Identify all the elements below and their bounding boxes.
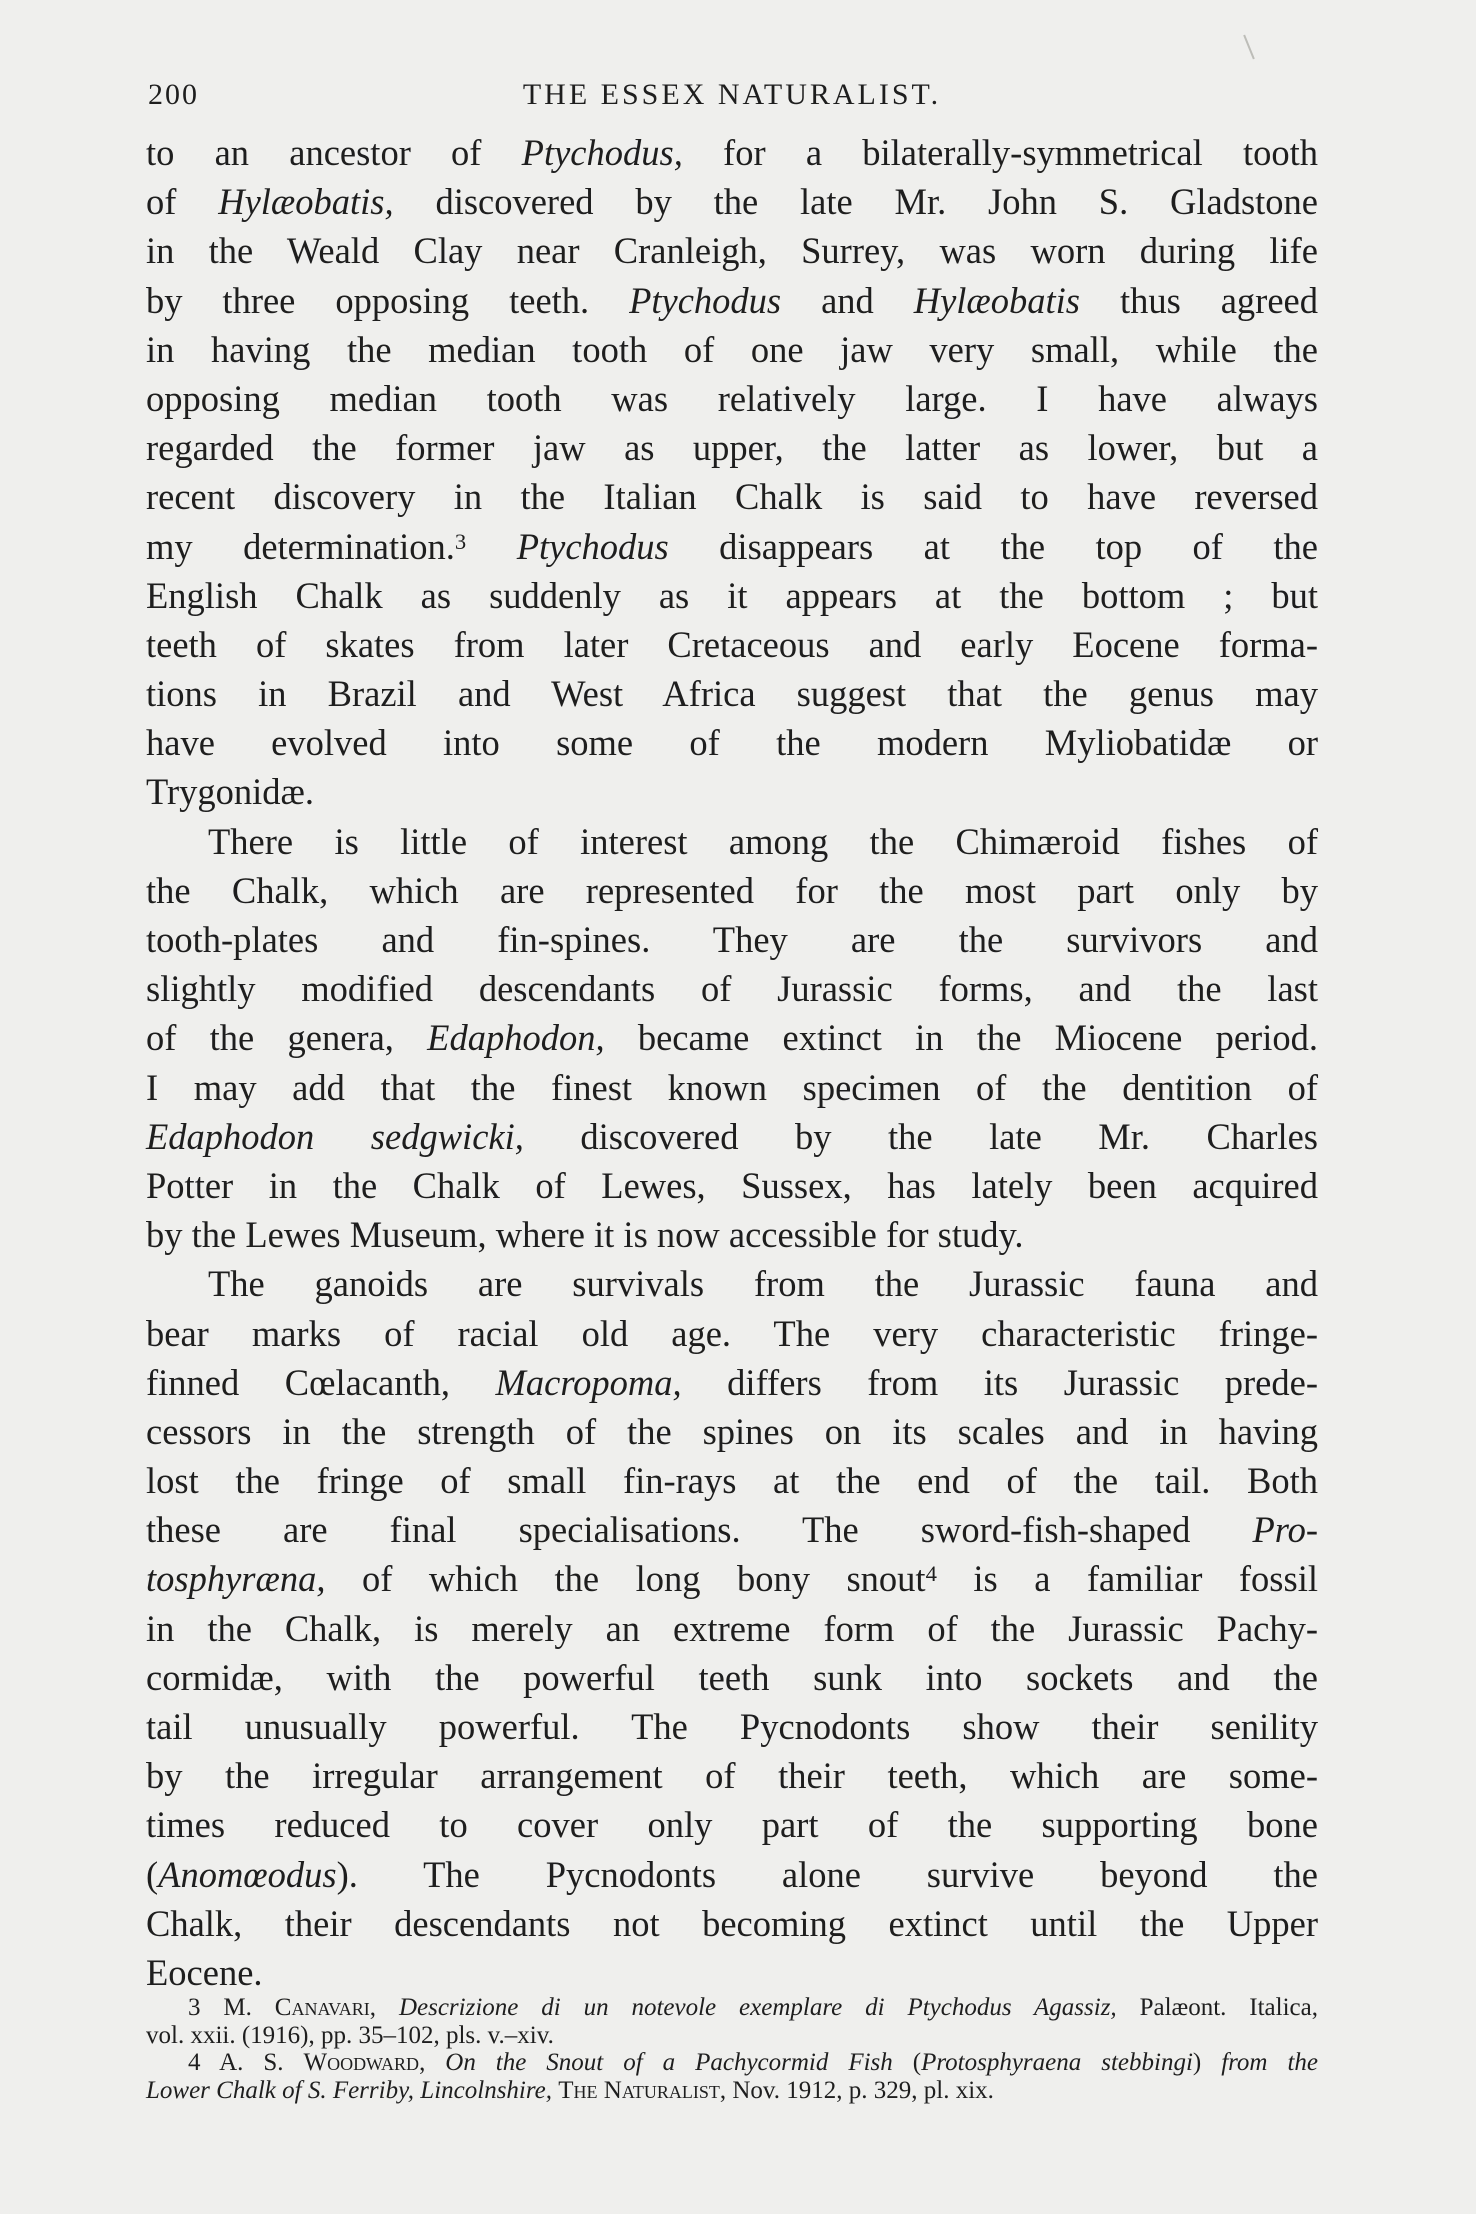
text-line bbox=[146, 1653, 1318, 1702]
italic-text: Ptychodus, bbox=[521, 132, 683, 173]
italic-text: Ptychodus bbox=[629, 279, 782, 321]
text-span: Woodward bbox=[303, 2049, 420, 2076]
text-span: slightly modified descendants of Jurassic forms, and the last bbox=[146, 968, 1318, 1010]
text-line bbox=[146, 1161, 1318, 1210]
page-number: 200 bbox=[148, 78, 199, 111]
italic-text: Edaphodon sedgwicki, bbox=[146, 1115, 524, 1157]
text-span: recent discovery in the Italian Chalk is said to have reversed bbox=[146, 476, 1318, 518]
text-line bbox=[146, 1210, 1318, 1259]
footnote-line bbox=[146, 2077, 1318, 2105]
text-span: Palæont. Italica, bbox=[1116, 1994, 1318, 2021]
italic-text: On the Snout of a Pachycormid Fish bbox=[445, 2049, 893, 2076]
text-span: have evolved into some of the modern Myliobatidæ or bbox=[146, 722, 1318, 764]
italic-text: from the bbox=[1221, 2049, 1318, 2076]
text-span: of bbox=[146, 181, 219, 223]
text-span: Canavari bbox=[274, 1994, 370, 2021]
text-span: opposing median tooth was relatively large. I have always bbox=[146, 377, 1318, 419]
text-span: is a familiar fossil bbox=[936, 1558, 1318, 1600]
text-line bbox=[146, 1063, 1318, 1112]
text-line bbox=[146, 767, 1318, 816]
text-span: discovered by the late Mr. John S. Gladstone bbox=[393, 181, 1318, 223]
text-line bbox=[146, 374, 1318, 423]
text-span: in the Weald Clay near Cranleigh, Surrey, was worn during life bbox=[146, 230, 1318, 272]
text-span: the Chalk, which are represented for the most part only by bbox=[146, 869, 1318, 911]
text-line bbox=[146, 522, 1318, 571]
text-line bbox=[146, 177, 1318, 226]
text-span: ) bbox=[1192, 2049, 1222, 2076]
footnote bbox=[146, 1994, 1318, 2049]
text-span: cormidæ, with the powerful teeth sunk into sockets and the bbox=[146, 1656, 1318, 1698]
text-line bbox=[146, 718, 1318, 767]
paragraph bbox=[146, 128, 1318, 817]
text-span: There is little of interest among the Chimæroid fishes of bbox=[208, 820, 1318, 862]
text-span: The Naturalist bbox=[558, 2076, 720, 2104]
footnote-line bbox=[146, 2022, 1318, 2050]
text-span: for a bilaterally-symmetrical tooth bbox=[682, 132, 1318, 173]
text-span: by the Lewes Museum, where it is now accessible for study. bbox=[146, 1214, 1024, 1256]
text-line bbox=[146, 1013, 1318, 1062]
text-span: , bbox=[419, 2049, 446, 2076]
text-line bbox=[146, 1604, 1318, 1653]
text-span: Potter in the Chalk of Lewes, Sussex, has lately been acquired bbox=[146, 1164, 1318, 1206]
text-line bbox=[146, 472, 1318, 521]
italic-text: Edaphodon, bbox=[427, 1017, 605, 1059]
text-span: 4 A. S. bbox=[188, 2049, 304, 2076]
footnote-line bbox=[146, 2049, 1318, 2077]
text-span: tions in Brazil and West Africa suggest that the genus may bbox=[146, 673, 1318, 715]
text-span: Trygonidæ. bbox=[146, 771, 315, 813]
text-span: vol. xxii. (1916), pp. 35–102, pls. v.–xiv. bbox=[146, 2021, 554, 2049]
text-span: by the irregular arrangement of their teeth, which are some- bbox=[146, 1755, 1318, 1797]
text-span: regarded the former jaw as upper, the latter as lower, but a bbox=[146, 427, 1318, 469]
text-line bbox=[146, 964, 1318, 1013]
text-line bbox=[146, 620, 1318, 669]
italic-text: Protosphyraena stebbingi bbox=[921, 2049, 1193, 2076]
text-span: 3 M. bbox=[188, 1994, 275, 2021]
footnote-reference: 4 bbox=[925, 1561, 937, 1587]
text-line bbox=[146, 1456, 1318, 1505]
text-line bbox=[146, 1850, 1318, 1899]
text-line bbox=[146, 817, 1318, 866]
body-text bbox=[146, 128, 1318, 1997]
text-span: tooth-plates and fin-spines. They are the survivors and bbox=[146, 919, 1318, 960]
italic-text: Hylæobatis bbox=[913, 279, 1081, 321]
italic-text: Anomœodus bbox=[158, 1853, 337, 1895]
text-line bbox=[146, 226, 1318, 275]
text-span: cessors in the strength of the spines on its scales and in having bbox=[146, 1410, 1318, 1452]
italic-text: Pro- bbox=[1252, 1509, 1318, 1551]
text-line bbox=[146, 325, 1318, 374]
text-span: tail unusually powerful. The Pycnodonts show their senility bbox=[146, 1706, 1318, 1747]
text-line bbox=[146, 1702, 1318, 1751]
text-span: finned Cœlacanth, bbox=[146, 1361, 496, 1403]
footnote-line bbox=[146, 1994, 1318, 2022]
text-span: The ganoids are survivals from the Jurassic fauna and bbox=[208, 1263, 1318, 1305]
text-line bbox=[146, 1800, 1318, 1849]
text-span: English Chalk as suddenly as it appears at the bottom ; but bbox=[146, 574, 1318, 616]
text-line bbox=[146, 423, 1318, 472]
text-span: differs from its Jurassic prede- bbox=[681, 1361, 1318, 1403]
text-span: and bbox=[781, 279, 914, 321]
italic-text: Ptychodus bbox=[516, 525, 669, 567]
text-line bbox=[146, 1948, 1318, 1997]
text-span: my determination. bbox=[146, 525, 455, 567]
text-span: I may add that the finest known specimen of the dentition of bbox=[146, 1066, 1318, 1108]
text-line bbox=[146, 276, 1318, 325]
text-line bbox=[146, 1112, 1318, 1161]
text-span: discovered by the late Mr. Charles bbox=[523, 1115, 1319, 1157]
italic-text: Lower Chalk of S. Ferriby, Lincolnshire, bbox=[146, 2076, 553, 2104]
text-line bbox=[146, 128, 1318, 177]
text-span: these are final specialisations. The sword-fish-shaped bbox=[146, 1509, 1253, 1551]
footnote bbox=[146, 2049, 1318, 2104]
text-span: bear marks of racial old age. The very characteristic fringe- bbox=[146, 1312, 1318, 1354]
text-span: by three opposing teeth. bbox=[146, 279, 630, 321]
text-span: ). The Pycnodonts alone survive beyond the bbox=[336, 1853, 1318, 1895]
text-span: , bbox=[369, 1994, 399, 2021]
text-span: in the Chalk, is merely an extreme form of the Jurassic Pachy- bbox=[146, 1607, 1318, 1649]
margin-mark bbox=[1243, 35, 1255, 60]
text-line bbox=[146, 1899, 1318, 1948]
text-span: of the genera, bbox=[146, 1017, 428, 1059]
text-span: in having the median tooth of one jaw very small, while the bbox=[146, 328, 1318, 370]
paragraph bbox=[146, 1259, 1318, 1997]
text-span: of which the long bony snout bbox=[325, 1558, 926, 1600]
footnote-reference: 3 bbox=[454, 528, 467, 554]
running-head bbox=[148, 78, 1316, 118]
text-span: became extinct in the Miocene period. bbox=[604, 1017, 1318, 1059]
footnotes bbox=[146, 1994, 1318, 2104]
text-span: ( bbox=[146, 1853, 159, 1895]
text-line bbox=[146, 866, 1318, 915]
text-span: to an ancestor of bbox=[146, 132, 522, 173]
text-line bbox=[146, 1554, 1318, 1603]
text-span: lost the fringe of small fin-rays at the end of the tail. Both bbox=[146, 1460, 1318, 1502]
italic-text: Hylæobatis, bbox=[218, 181, 394, 223]
italic-text: Descrizione di un notevole exemplare di Ptychodus Agassiz, bbox=[398, 1994, 1117, 2021]
text-span: , Nov. 1912, p. 329, pl. xix. bbox=[719, 2076, 994, 2104]
text-line bbox=[146, 1358, 1318, 1407]
text-span bbox=[466, 526, 516, 567]
text-line bbox=[146, 1407, 1318, 1456]
text-line bbox=[146, 1751, 1318, 1800]
text-line bbox=[146, 1259, 1318, 1308]
text-span: teeth of skates from later Cretaceous and early Eocene forma- bbox=[146, 623, 1318, 665]
text-span: ( bbox=[892, 2049, 922, 2076]
text-line bbox=[146, 1505, 1318, 1554]
text-line bbox=[146, 669, 1318, 718]
text-line bbox=[146, 915, 1318, 964]
text-line bbox=[146, 1309, 1318, 1358]
text-span: disappears at the top of the bbox=[668, 525, 1318, 567]
text-span: thus agreed bbox=[1080, 279, 1318, 321]
text-span: times reduced to cover only part of the supporting bone bbox=[146, 1804, 1318, 1846]
text-span: Eocene. bbox=[146, 1951, 263, 1993]
journal-title: THE ESSEX NATURALIST. bbox=[522, 78, 942, 111]
italic-text: tosphyræna, bbox=[146, 1558, 326, 1600]
text-span: Chalk, their descendants not becoming extinct until the Upper bbox=[146, 1902, 1318, 1944]
text-line bbox=[146, 571, 1318, 620]
paragraph bbox=[146, 817, 1318, 1260]
italic-text: Macropoma, bbox=[495, 1361, 682, 1403]
